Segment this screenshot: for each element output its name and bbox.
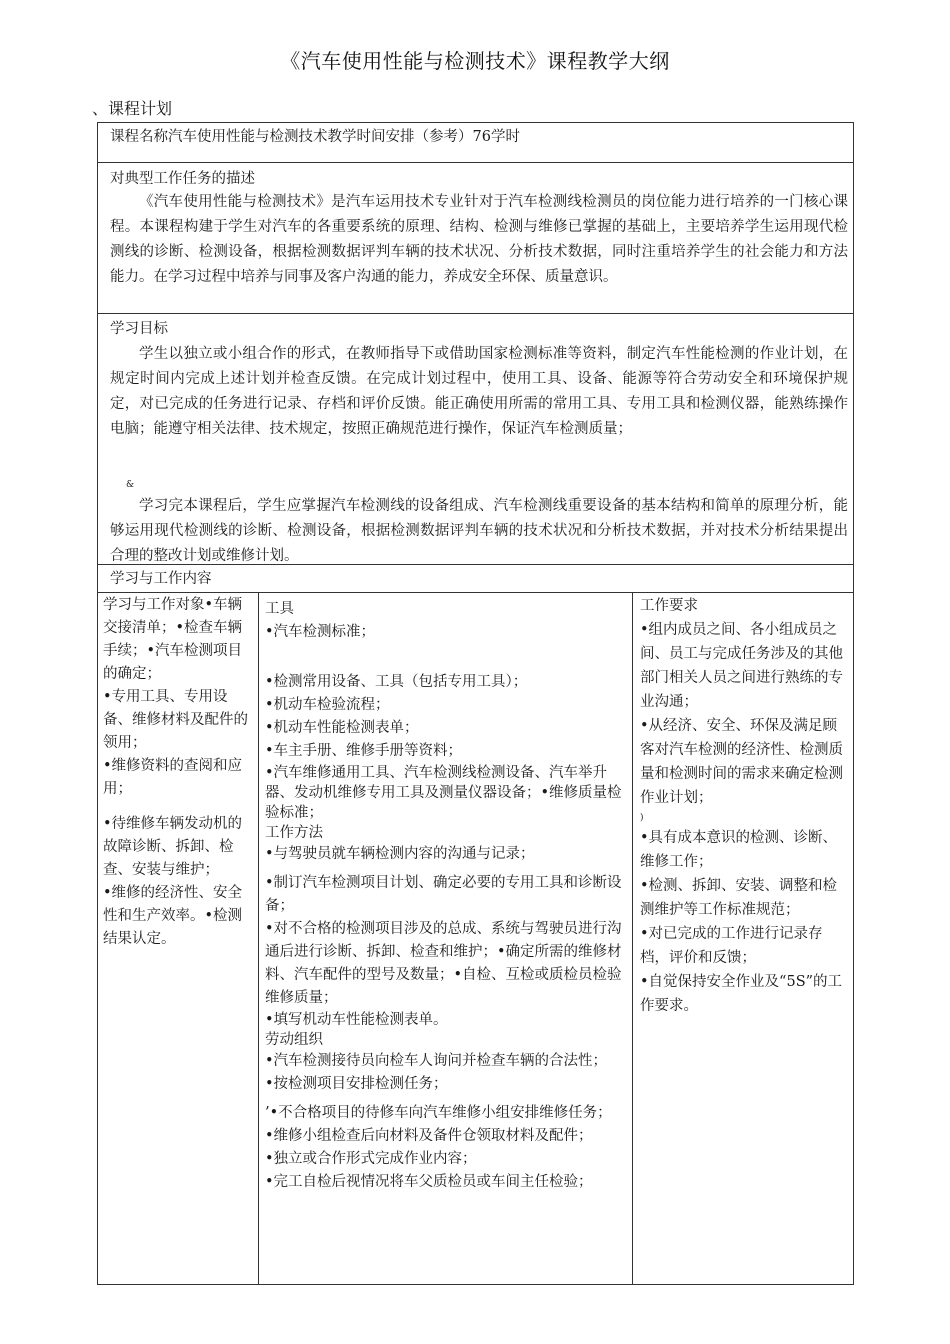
tool-item: •机动车检验流程； <box>265 697 390 713</box>
tool-item: •机动车性能检测表单； <box>265 720 419 736</box>
organization-item: •完工自检后视情况将车父质检员或车间主任检验； <box>265 1174 593 1190</box>
work-objects-item: 学习与工作对象•车辆交接清单；•检查车辆手续；•汽车检测项目的确定； <box>103 597 243 682</box>
task-description-text: 《汽车使用性能与检测技术》是汽车运用技术专业针对于汽车检测线检测员的岗位能力进行培养的一门核心课程。本课程构建于学生对汽车的各重要系统的原理、结构、检测与维修已掌握的基础上，主要培养学生运用现代检测线的诊断、检测设备，根据检测数据评判车辆的技术状况、分析技术数据，同时注重培养学生的社会能力和方法能力。在学习过程中培养与同事及客户沟通的能力，养成安全环保、质量意识。 <box>110 194 848 285</box>
method-item: •对不合格的检测项目涉及的总成、系统与驾驶员进行沟通后进行诊断、拆卸、检查和维护；•确定所需的维修材料、汽车配件的型号及数量；•自检、互检或质检员检验维修质量； <box>265 921 622 1006</box>
learning-objectives-text-1: 学生以独立或小组合作的形式，在教师指导下或借助国家检测标准等资料，制定汽车性能检测的作业计划，在规定时间内完成上述计划并检查反馈。在完成计划过程中，使用工具、设备、能源等符合劳动安全和环境保护规定，对已完成的任务进行记录、存档和评价反馈。能正确使用所需的常用工具、专用工具和检测仪器，能熟练操作电脑；能遵守相关法律、技术规定，按照正确规范进行操作，保证汽车检测质量； <box>110 346 848 437</box>
requirement-item: •具有成本意识的检测、诊断、维修工作； <box>640 830 838 870</box>
work-objects-item: •维修的经济性、安全性和生产效率。•检测结果认定。 <box>103 885 243 947</box>
work-requirements-heading: 工作要求 <box>640 598 698 614</box>
learning-objectives-heading: 学习目标 <box>110 321 168 337</box>
organization-heading: 劳动组织 <box>265 1032 323 1048</box>
stray-mark: ) <box>640 813 644 823</box>
tool-item: •检测常用设备、工具（包括专用工具）； <box>265 674 528 690</box>
column-divider-1 <box>258 592 259 1284</box>
requirement-item: •从经济、安全、环保及满足顾客对汽车检测的经济性、检测质量和检测时间的需求来确定检测作业计划； <box>640 718 843 806</box>
work-requirements-column <box>640 594 846 1018</box>
column-divider-2 <box>632 592 633 1284</box>
work-content-heading-row <box>97 564 854 593</box>
section-heading: 、课程计划 <box>92 99 173 118</box>
tool-item: •车主手册、维修手册等资料； <box>265 743 463 759</box>
organization-item: •按检测项目安排检测任务； <box>265 1076 448 1092</box>
work-content-heading: 学习与工作内容 <box>110 571 212 587</box>
work-objects-item: •专用工具、专用设备、维修材料及配件的领用； <box>103 689 248 751</box>
requirement-item: •自觉保持安全作业及“5S”的工作要求。 <box>640 974 843 1014</box>
tool-item: •汽车检测标准； <box>265 624 376 640</box>
tools-methods-column <box>265 598 625 1194</box>
document-title: 《汽车使用性能与检测技术》课程教学大纲 <box>280 49 670 73</box>
course-info-row <box>97 122 854 163</box>
organization-item: •维修小组检查后向材料及备件仓领取材料及配件； <box>265 1128 593 1144</box>
task-description-heading: 对典型工作任务的描述 <box>110 171 255 187</box>
method-item: •与驾驶员就车辆检测内容的沟通与记录； <box>265 846 535 862</box>
tools-heading: 工具 <box>265 601 294 617</box>
organization-item: •独立或合作形式完成作业内容； <box>265 1151 477 1167</box>
work-objects-column <box>103 594 251 951</box>
task-description-row <box>97 162 854 314</box>
work-objects-item: •待维修车辆发动机的故障诊断、拆卸、检查、安装与维护； <box>103 816 243 878</box>
work-objects-item: •维修资料的查阅和应用； <box>103 758 243 797</box>
tool-item: •汽车维修通用工具、汽车检测线检测设备、汽车举升器、发动机维修专用工具及测量仪器设备；•维修质量检验标准； <box>265 765 622 821</box>
organization-item: ’•不合格项目的待修车向汽车维修小组安排维修任务； <box>265 1105 612 1121</box>
method-item: •制订汽车检测项目计划、确定必要的专用工具和诊断设备； <box>265 875 622 914</box>
method-item: •填写机动车性能检测表单。 <box>265 1012 448 1028</box>
course-info-text: 课程名称汽车使用性能与检测技术教学时间安排（参考）76学时 <box>110 129 520 145</box>
learning-objectives-row <box>97 313 854 565</box>
learning-objectives-text-2: 学习完本课程后，学生应掌握汽车检测线的设备组成、汽车检测线重要设备的基本结构和简单的原理分析，能够运用现代检测线的诊断、检测设备，根据检测数据评判车辆的技术状况和分析技术数据，并对技术分析结果提出合理的整改计划或维修计划。 <box>110 498 848 564</box>
requirement-item: •组内成员之间、各小组成员之间、员工与完成任务涉及的其他部门相关人员之间进行熟练的专业沟通； <box>640 622 843 710</box>
requirement-item: •检测、拆卸、安装、调整和检测维护等工作标准规范； <box>640 878 838 918</box>
stray-mark: & <box>126 480 135 490</box>
requirement-item: •对已完成的工作进行记录存档，评价和反馈； <box>640 926 823 966</box>
methods-heading: 工作方法 <box>265 825 323 841</box>
organization-item: •汽车检测接待员向检车人询问并检查车辆的合法性； <box>265 1053 608 1069</box>
